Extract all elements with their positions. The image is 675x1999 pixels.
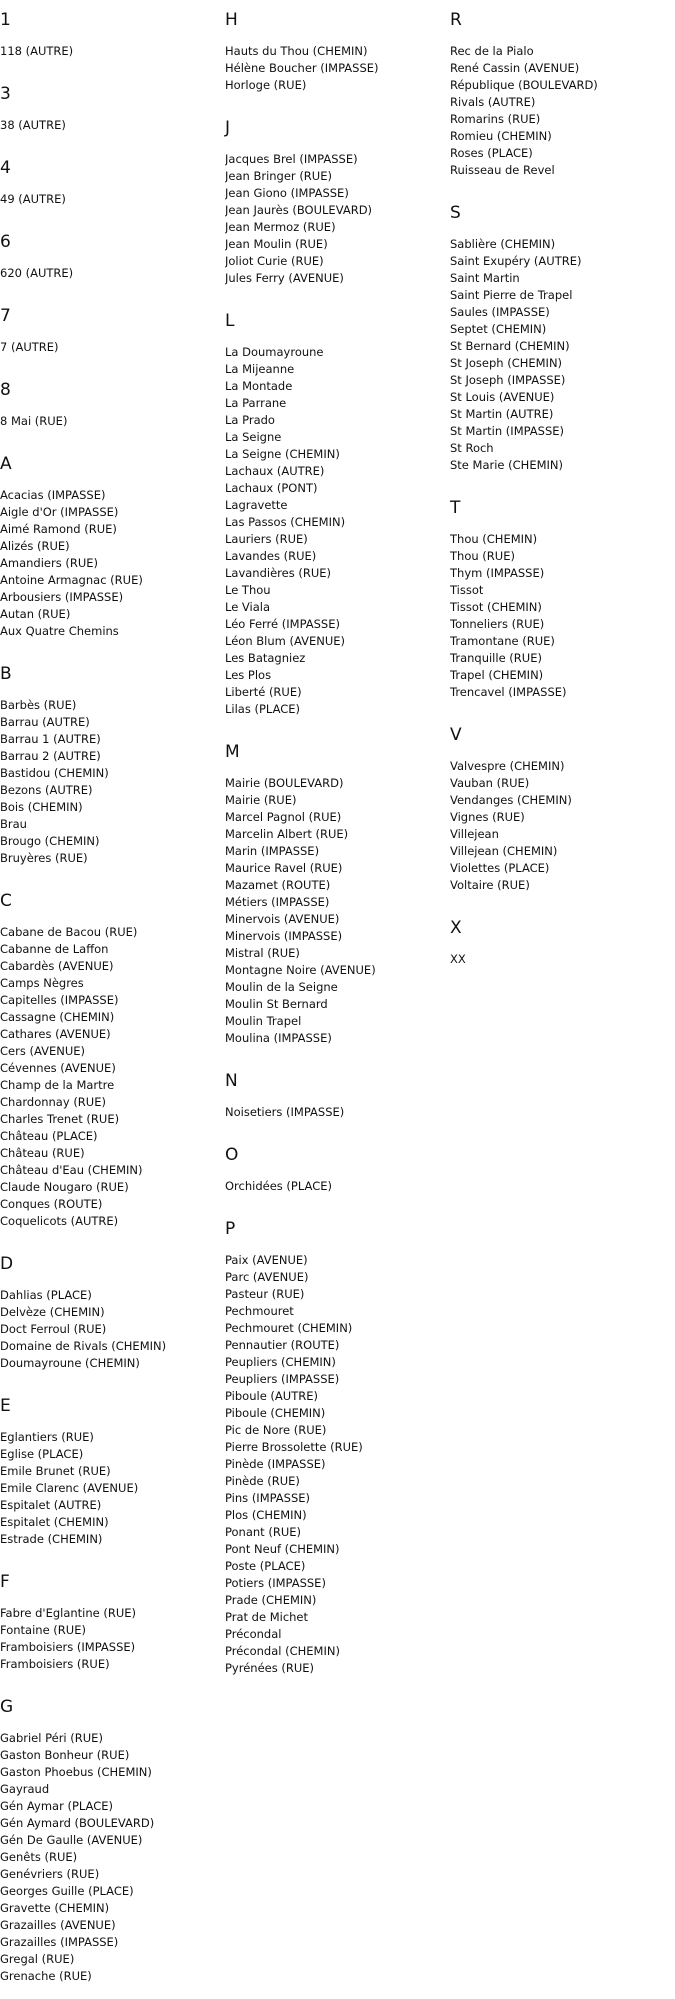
street-link[interactable]: Horloge (RUE) (225, 78, 307, 92)
street-link[interactable]: La Mijeanne (225, 362, 295, 376)
letter-heading: P (225, 1219, 236, 1239)
street-link[interactable]: St Martin (IMPASSE) (450, 424, 565, 438)
street-link[interactable]: Saules (IMPASSE) (450, 305, 550, 319)
street-link[interactable]: Pinède (RUE) (225, 1474, 300, 1488)
street-link[interactable]: Cévennes (AVENUE) (0, 1061, 116, 1075)
street-link[interactable]: Camps Nègres (0, 976, 84, 990)
street-link[interactable]: Hauts du Thou (CHEMIN) (225, 44, 368, 58)
street-link[interactable]: Château d'Eau (CHEMIN) (0, 1163, 143, 1177)
street-link[interactable]: Mistral (RUE) (225, 946, 300, 960)
street-link[interactable]: Charles Trenet (RUE) (0, 1112, 120, 1126)
street-link[interactable]: Mairie (BOULEVARD) (225, 776, 344, 790)
street-link[interactable]: Cathares (AVENUE) (0, 1027, 111, 1041)
street-link[interactable]: Château (RUE) (0, 1146, 85, 1160)
street-link[interactable]: 7 (AUTRE) (0, 340, 59, 354)
street-link[interactable]: Jean Moulin (RUE) (225, 237, 328, 251)
street-link[interactable]: Lagravette (225, 498, 288, 512)
street-link[interactable]: La Seigne (CHEMIN) (225, 447, 340, 461)
letter-group (225, 301, 445, 732)
street-link[interactable]: Genêts (RUE) (0, 1850, 78, 1864)
street-link[interactable]: Fabre d'Eglantine (RUE) (0, 1606, 137, 1620)
street-list (225, 1165, 445, 1209)
street-link[interactable]: Lilas (PLACE) (225, 702, 301, 716)
street-link[interactable]: Bastidou (CHEMIN) (0, 766, 109, 780)
street-link[interactable]: La Prado (225, 413, 275, 427)
street-link[interactable]: 49 (AUTRE) (0, 192, 66, 206)
street-link[interactable]: Vauban (RUE) (450, 776, 530, 790)
street-link[interactable]: St Joseph (IMPASSE) (450, 373, 566, 387)
street-link[interactable]: Jules Ferry (AVENUE) (225, 271, 344, 285)
letter-group (450, 908, 670, 982)
letter-group (450, 488, 670, 715)
street-link[interactable]: Framboisiers (RUE) (0, 1657, 110, 1671)
street-list (0, 1416, 220, 1562)
street-link[interactable]: Orchidées (PLACE) (225, 1179, 332, 1193)
street-link[interactable]: Villejean (CHEMIN) (450, 844, 558, 858)
street-link[interactable]: Gén Aymar (PLACE) (0, 1799, 113, 1813)
street-link[interactable]: Précondal (CHEMIN) (225, 1644, 340, 1658)
street-link[interactable]: Gravette (CHEMIN) (0, 1901, 110, 1915)
street-link[interactable]: Las Passos (CHEMIN) (225, 515, 346, 529)
street-link[interactable]: Barrau 1 (AUTRE) (0, 732, 101, 746)
street-link[interactable]: Léon Blum (AVENUE) (225, 634, 346, 648)
street-link[interactable]: Métiers (IMPASSE) (225, 895, 330, 909)
letter-heading: M (225, 742, 240, 762)
street-link[interactable]: Villejean (450, 827, 499, 841)
letter-heading: G (0, 1697, 14, 1717)
street-link[interactable]: Hélène Boucher (IMPASSE) (225, 61, 379, 75)
letter-heading: N (225, 1071, 238, 1091)
street-link[interactable]: Cabanne de Laffon (0, 942, 109, 956)
street-link[interactable]: Saint Exupéry (AUTRE) (450, 254, 582, 268)
street-link[interactable]: Minervois (AVENUE) (225, 912, 340, 926)
street-link[interactable]: Ste Marie (CHEMIN) (450, 458, 563, 472)
street-link[interactable]: Genévriers (RUE) (0, 1867, 100, 1881)
street-link[interactable]: Cers (AVENUE) (0, 1044, 86, 1058)
street-link[interactable]: Château (PLACE) (0, 1129, 98, 1143)
street-link[interactable]: Grazailles (IMPASSE) (0, 1935, 119, 1949)
street-link[interactable]: Gregal (RUE) (0, 1952, 75, 1966)
street-link[interactable]: Parc (AVENUE) (225, 1270, 309, 1284)
street-link[interactable]: Le Viala (225, 600, 271, 614)
letter-heading: H (225, 10, 238, 30)
street-link[interactable]: Tonneliers (RUE) (450, 617, 545, 631)
street-list (450, 223, 670, 488)
letter-group (450, 193, 670, 488)
street-link[interactable]: Conques (ROUTE) (0, 1197, 103, 1211)
street-link[interactable]: Thou (CHEMIN) (450, 532, 538, 546)
street-link[interactable]: Moulin de la Seigne (225, 980, 338, 994)
street-link[interactable]: Peupliers (CHEMIN) (225, 1355, 336, 1369)
street-link[interactable]: St Martin (AUTRE) (450, 407, 554, 421)
street-link[interactable]: Doumayroune (CHEMIN) (0, 1356, 140, 1370)
street-link[interactable]: Gén De Gaulle (AVENUE) (0, 1833, 143, 1847)
street-link[interactable]: Brau (0, 817, 27, 831)
street-link[interactable]: Antoine Armagnac (RUE) (0, 573, 143, 587)
letter-group (225, 732, 445, 1061)
letter-group (225, 1209, 445, 1691)
street-link[interactable]: Mairie (RUE) (225, 793, 297, 807)
street-link[interactable]: Barrau (AUTRE) (0, 715, 90, 729)
street-link[interactable]: Piboule (CHEMIN) (225, 1406, 326, 1420)
street-link[interactable]: Cabane de Bacou (RUE) (0, 925, 138, 939)
street-link[interactable]: Roses (PLACE) (450, 146, 533, 160)
street-link[interactable]: Rec de la Pialo (450, 44, 534, 58)
street-link[interactable]: Vignes (RUE) (450, 810, 525, 824)
street-link[interactable]: Jean Mermoz (RUE) (225, 220, 336, 234)
street-link[interactable]: Poste (PLACE) (225, 1559, 306, 1573)
street-link[interactable]: Moulina (IMPASSE) (225, 1031, 332, 1045)
street-link[interactable]: Léo Ferré (IMPASSE) (225, 617, 340, 631)
street-link[interactable]: St Bernard (CHEMIN) (450, 339, 570, 353)
letter-heading: S (450, 203, 461, 223)
street-list (0, 1592, 220, 1687)
street-list (225, 30, 445, 108)
street-link[interactable]: Montagne Noire (AVENUE) (225, 963, 376, 977)
street-link[interactable]: Plos (CHEMIN) (225, 1508, 307, 1522)
letter-group (0, 1386, 220, 1562)
street-list (0, 178, 220, 222)
letter-heading: 3 (0, 84, 11, 104)
street-link[interactable]: Framboisiers (IMPASSE) (0, 1640, 136, 1654)
street-link[interactable]: Barbès (RUE) (0, 698, 77, 712)
street-link[interactable]: Arbousiers (IMPASSE) (0, 590, 124, 604)
street-link[interactable]: Trencavel (IMPASSE) (450, 685, 567, 699)
street-link[interactable]: Domaine de Rivals (CHEMIN) (0, 1339, 167, 1353)
street-link[interactable]: Trapel (CHEMIN) (450, 668, 544, 682)
street-link[interactable]: Lavandes (RUE) (225, 549, 317, 563)
street-link[interactable]: Minervois (IMPASSE) (225, 929, 343, 943)
street-link[interactable]: Acacias (IMPASSE) (0, 488, 106, 502)
street-link[interactable]: Piboule (AUTRE) (225, 1389, 318, 1403)
street-link[interactable]: Espitalet (AUTRE) (0, 1498, 102, 1512)
street-list (0, 1717, 220, 1999)
street-link[interactable]: Les Plos (225, 668, 272, 682)
street-list (225, 762, 445, 1061)
street-link[interactable]: Pic de Nore (RUE) (225, 1423, 327, 1437)
street-link[interactable]: Prade (CHEMIN) (225, 1593, 317, 1607)
street-link[interactable]: XX (450, 952, 466, 966)
street-link[interactable]: Lachaux (AUTRE) (225, 464, 325, 478)
letter-group (450, 715, 670, 908)
street-link[interactable]: Romarins (RUE) (450, 112, 541, 126)
letter-heading: D (0, 1254, 14, 1274)
street-link[interactable]: Précondal (225, 1627, 282, 1641)
street-link[interactable]: Septet (CHEMIN) (450, 322, 547, 336)
street-link[interactable]: Champ de la Martre (0, 1078, 115, 1092)
street-link[interactable]: Fontaine (RUE) (0, 1623, 86, 1637)
street-link[interactable]: 620 (AUTRE) (0, 266, 74, 280)
street-link[interactable]: Espitalet (CHEMIN) (0, 1515, 109, 1529)
street-link[interactable]: Grazailles (AVENUE) (0, 1918, 116, 1932)
street-link[interactable]: René Cassin (AVENUE) (450, 61, 580, 75)
street-list (0, 911, 220, 1244)
letter-heading: B (0, 664, 12, 684)
street-link[interactable]: Amandiers (RUE) (0, 556, 98, 570)
street-link[interactable]: Jacques Brel (IMPASSE) (225, 152, 358, 166)
street-link[interactable]: Prat de Michet (225, 1610, 309, 1624)
street-link[interactable]: Joliot Curie (RUE) (225, 254, 324, 268)
street-link[interactable]: Jean Jaurès (BOULEVARD) (225, 203, 373, 217)
street-link[interactable]: Barrau 2 (AUTRE) (0, 749, 101, 763)
street-link[interactable]: Bezons (AUTRE) (0, 783, 93, 797)
column-2 (225, 0, 445, 1691)
street-link[interactable]: Pechmouret (CHEMIN) (225, 1321, 353, 1335)
street-link[interactable]: Bois (CHEMIN) (0, 800, 83, 814)
street-list (225, 1091, 445, 1135)
street-list (0, 1274, 220, 1386)
letter-group (0, 654, 220, 881)
street-link[interactable]: Peupliers (IMPASSE) (225, 1372, 340, 1386)
street-link[interactable]: Saint Pierre de Trapel (450, 288, 573, 302)
street-link[interactable]: Gaston Phoebus (CHEMIN) (0, 1765, 152, 1779)
street-link[interactable]: Georges Guille (PLACE) (0, 1884, 134, 1898)
street-link[interactable]: Mazamet (ROUTE) (225, 878, 331, 892)
street-link[interactable]: Voltaire (RUE) (450, 878, 530, 892)
street-link[interactable]: Grenache (RUE) (0, 1969, 92, 1983)
street-link[interactable]: Pinède (IMPASSE) (225, 1457, 326, 1471)
letter-group (225, 1135, 445, 1209)
street-link[interactable]: Pyrénées (RUE) (225, 1661, 315, 1675)
street-link[interactable]: Les Batagniez (225, 651, 306, 665)
street-list (0, 252, 220, 296)
street-link[interactable]: Aigle d'Or (IMPASSE) (0, 505, 119, 519)
street-list (450, 938, 670, 982)
street-link[interactable]: Cabardès (AVENUE) (0, 959, 114, 973)
street-link[interactable]: St Joseph (CHEMIN) (450, 356, 563, 370)
street-link[interactable]: Liberté (RUE) (225, 685, 302, 699)
letter-heading: L (225, 311, 235, 331)
letter-heading: R (450, 10, 462, 30)
letter-heading: E (0, 1396, 11, 1416)
column-3 (450, 0, 670, 982)
street-link[interactable]: Jean Giono (IMPASSE) (225, 186, 349, 200)
street-link[interactable]: Emile Clarenc (AVENUE) (0, 1481, 139, 1495)
street-link[interactable]: Lauriers (RUE) (225, 532, 308, 546)
letter-group (0, 296, 220, 370)
street-link[interactable]: Capitelles (IMPASSE) (0, 993, 119, 1007)
street-link[interactable]: Pasteur (RUE) (225, 1287, 305, 1301)
street-link[interactable]: St Roch (450, 441, 494, 455)
letter-heading: C (0, 891, 12, 911)
street-link[interactable]: Aux Quatre Chemins (0, 624, 119, 638)
street-link[interactable]: Rivals (AUTRE) (450, 95, 536, 109)
letter-group (450, 0, 670, 193)
street-link[interactable]: Eglise (PLACE) (0, 1447, 84, 1461)
street-link[interactable]: Potiers (IMPASSE) (225, 1576, 326, 1590)
street-list (0, 684, 220, 881)
letter-heading: 1 (0, 10, 11, 30)
street-link[interactable]: 38 (AUTRE) (0, 118, 66, 132)
street-link[interactable]: 118 (AUTRE) (0, 44, 74, 58)
street-link[interactable]: Gén Aymard (BOULEVARD) (0, 1816, 155, 1830)
letter-heading: 4 (0, 158, 11, 178)
street-link[interactable]: Ruisseau de Revel (450, 163, 555, 177)
street-link[interactable]: Moulin St Bernard (225, 997, 328, 1011)
street-link[interactable]: Autan (RUE) (0, 607, 71, 621)
street-link[interactable]: Pennautier (ROUTE) (225, 1338, 340, 1352)
letter-heading: F (0, 1572, 10, 1592)
letter-heading: O (225, 1145, 239, 1165)
street-link[interactable]: Eglantiers (RUE) (0, 1430, 94, 1444)
letter-heading: 7 (0, 306, 11, 326)
street-link[interactable]: La Seigne (225, 430, 282, 444)
street-link[interactable]: Gabriel Péri (RUE) (0, 1731, 103, 1745)
letter-group (0, 444, 220, 654)
letter-group (0, 1562, 220, 1687)
letter-group (0, 222, 220, 296)
letter-heading: V (450, 725, 462, 745)
letter-heading: A (0, 454, 12, 474)
street-link[interactable]: Noisetiers (IMPASSE) (225, 1105, 345, 1119)
street-link[interactable]: Emile Brunet (RUE) (0, 1464, 111, 1478)
street-link[interactable]: Dahlias (PLACE) (0, 1288, 92, 1302)
street-link[interactable]: Marcelin Albert (RUE) (225, 827, 349, 841)
street-link[interactable]: Tissot (CHEMIN) (450, 600, 542, 614)
street-link[interactable]: Paix (AVENUE) (225, 1253, 308, 1267)
street-list (225, 1239, 445, 1691)
street-link[interactable]: République (BOULEVARD) (450, 78, 598, 92)
street-link[interactable]: Lavandières (RUE) (225, 566, 332, 580)
street-link[interactable]: Aimé Ramond (RUE) (0, 522, 117, 536)
street-link[interactable]: Thou (RUE) (450, 549, 515, 563)
street-link[interactable]: Thym (IMPASSE) (450, 566, 545, 580)
street-list (450, 745, 670, 908)
street-link[interactable]: Brougo (CHEMIN) (0, 834, 100, 848)
street-list (450, 30, 670, 193)
street-link[interactable]: Maurice Ravel (RUE) (225, 861, 343, 875)
street-link[interactable]: Delvèze (CHEMIN) (0, 1305, 105, 1319)
letter-group (0, 0, 220, 74)
letter-heading: 6 (0, 232, 11, 252)
street-link[interactable]: Le Thou (225, 583, 271, 597)
letter-heading: T (450, 498, 461, 518)
street-link[interactable]: La Doumayroune (225, 345, 324, 359)
street-link[interactable]: Alizés (RUE) (0, 539, 70, 553)
street-link[interactable]: Gaston Bonheur (RUE) (0, 1748, 130, 1762)
letter-group (225, 1061, 445, 1135)
letter-group (0, 1687, 220, 1999)
street-link[interactable]: Saint Martin (450, 271, 520, 285)
letter-heading: 8 (0, 380, 11, 400)
letter-heading: J (225, 118, 231, 138)
street-link[interactable]: Tissot (450, 583, 484, 597)
street-link[interactable]: La Parrane (225, 396, 287, 410)
street-list (0, 474, 220, 654)
street-list (0, 400, 220, 444)
street-link[interactable]: Pont Neuf (CHEMIN) (225, 1542, 340, 1556)
street-link[interactable]: Chardonnay (RUE) (0, 1095, 106, 1109)
street-link[interactable]: Ponant (RUE) (225, 1525, 301, 1539)
street-link[interactable]: Pins (IMPASSE) (225, 1491, 311, 1505)
letter-group (0, 74, 220, 148)
street-link[interactable]: Doct Ferroul (RUE) (0, 1322, 107, 1336)
street-link[interactable]: Gayraud (0, 1782, 50, 1796)
letter-group (0, 370, 220, 444)
street-link[interactable]: Valvespre (CHEMIN) (450, 759, 565, 773)
letter-group (225, 0, 445, 108)
street-link[interactable]: Jean Bringer (RUE) (225, 169, 332, 183)
street-link[interactable]: Moulin Trapel (225, 1014, 302, 1028)
street-link[interactable]: Sablière (CHEMIN) (450, 237, 556, 251)
street-list (0, 30, 220, 74)
letter-group (0, 881, 220, 1244)
street-link[interactable]: Marin (IMPASSE) (225, 844, 320, 858)
street-link[interactable]: La Montade (225, 379, 293, 393)
column-1 (0, 0, 220, 1999)
street-link[interactable]: Lachaux (PONT) (225, 481, 318, 495)
street-list (450, 518, 670, 715)
street-link[interactable]: St Louis (AVENUE) (450, 390, 555, 404)
street-link[interactable]: Bruyères (RUE) (0, 851, 88, 865)
street-link[interactable]: Pechmouret (225, 1304, 294, 1318)
street-link[interactable]: Claude Nougaro (RUE) (0, 1180, 129, 1194)
letter-group (0, 148, 220, 222)
street-link[interactable]: Cassagne (CHEMIN) (0, 1010, 115, 1024)
street-list (225, 331, 445, 732)
street-link[interactable]: Vendanges (CHEMIN) (450, 793, 572, 807)
street-link[interactable]: Tranquille (RUE) (450, 651, 542, 665)
street-link[interactable]: Estrade (CHEMIN) (0, 1532, 103, 1546)
street-list (225, 138, 445, 301)
street-list (0, 326, 220, 370)
street-link[interactable]: Coquelicots (AUTRE) (0, 1214, 119, 1228)
street-list (0, 104, 220, 148)
letter-group (0, 1244, 220, 1386)
street-link[interactable]: Violettes (PLACE) (450, 861, 550, 875)
letter-heading: X (450, 918, 462, 938)
street-link[interactable]: Romieu (CHEMIN) (450, 129, 552, 143)
street-link[interactable]: Pierre Brossolette (RUE) (225, 1440, 363, 1454)
letter-group (225, 108, 445, 301)
street-link[interactable]: 8 Mai (RUE) (0, 414, 68, 428)
street-link[interactable]: Tramontane (RUE) (450, 634, 555, 648)
street-link[interactable]: Marcel Pagnol (RUE) (225, 810, 342, 824)
